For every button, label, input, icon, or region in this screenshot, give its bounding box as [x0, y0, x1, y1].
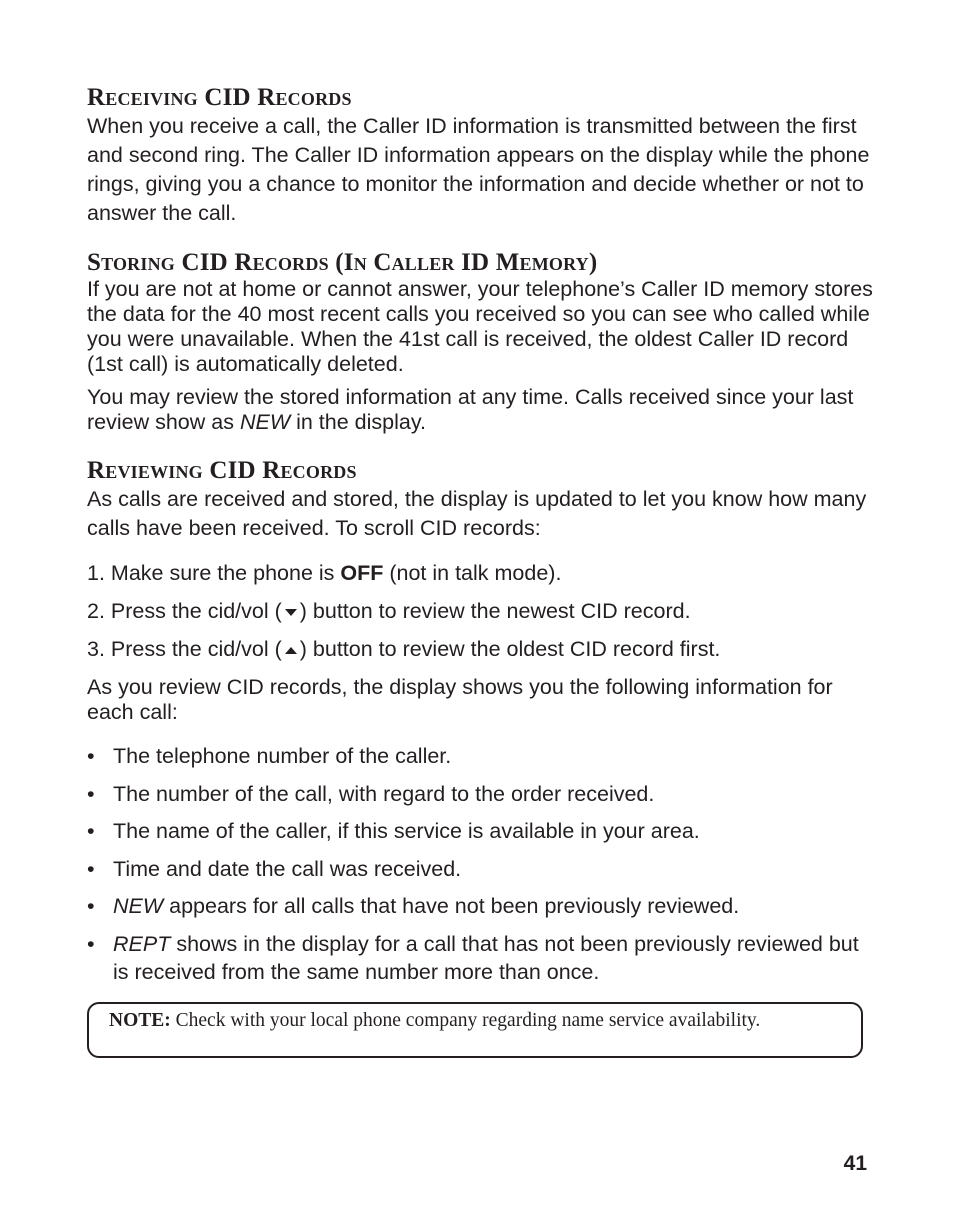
step-1 — [87, 561, 877, 586]
receiving-body: When you receive a call, the Caller ID information is transmitted between the first and second ring. The Caller ID information appears on the display while the phone rings, giving you a chance to monitor the information and decide whether or not to answer the call. — [87, 114, 870, 225]
step-1-end: (not in talk mode). — [383, 561, 562, 585]
display-info-intro: As you review CID records, the display shows you the following information for each call: — [87, 675, 833, 724]
reviewing-intro: As calls are received and stored, the display is updated to let you know how many calls have been received. To scroll CID records: — [87, 487, 867, 540]
bullet-text: The name of the caller, if this service is available in your area. — [113, 819, 700, 843]
storing-para-1: If you are not at home or cannot answer, your telephone’s Caller ID memory stores the data for the 40 most recent calls you received so you can see who called while you were unavailable. When the 41st call is received, the oldest Caller ID record (1st call) is automatically deleted. — [87, 277, 873, 376]
bullet-text: shows in the display for a call that has not been previously reviewed but is received from the same number more than once. — [113, 931, 859, 984]
step-2-end: ) button to review the newest CID record. — [299, 599, 691, 623]
step-2-text: 2. Press the cid/vol ( — [87, 599, 282, 623]
section-receiving — [87, 84, 877, 228]
bullet-text: appears for all calls that have not been previously reviewed. — [163, 894, 740, 918]
step-1-text: 1. Make sure the phone is — [87, 561, 341, 585]
bullet-item — [87, 817, 877, 845]
bullet-icon: • — [87, 894, 95, 918]
up-arrow-icon — [285, 647, 297, 654]
heading-reviewing-cid-records: Reviewing CID Records — [87, 457, 357, 484]
bullet-icon: • — [87, 931, 95, 956]
bullet-icon: • — [87, 819, 95, 843]
page-content — [87, 84, 877, 995]
bullet-icon: • — [87, 781, 95, 806]
bullet-item — [87, 742, 877, 770]
bullet-icon: • — [87, 856, 95, 881]
heading-storing-cid-records: Storing CID Records (In Caller ID Memory) — [87, 249, 598, 276]
storing-para-2-text: You may review the stored information at any time. Calls received since your last review show as — [87, 385, 854, 434]
storing-para-2 — [87, 385, 877, 435]
storing-para-2-end: in the display. — [290, 410, 426, 434]
new-term: NEW — [113, 894, 164, 918]
off-term: OFF — [340, 561, 384, 585]
step-3 — [87, 637, 877, 662]
info-bullet-list — [87, 742, 877, 986]
bullet-item — [87, 780, 877, 808]
down-arrow-icon — [285, 609, 297, 616]
bullet-item — [87, 855, 877, 883]
note-label: NOTE: — [109, 1010, 171, 1031]
section-storing — [87, 249, 877, 435]
step-3-text: 3. Press the cid/vol ( — [87, 637, 282, 661]
note-text: Check with your local phone company regarding name service availability. — [170, 1010, 761, 1031]
step-3-end: ) button to review the oldest CID record first. — [299, 637, 721, 661]
bullet-text: The number of the call, with regard to the order received. — [113, 781, 655, 806]
steps-list — [87, 561, 877, 662]
bullet-text: Time and date the call was received. — [113, 856, 462, 881]
section-reviewing — [87, 457, 877, 986]
bullet-text: The telephone number of the caller. — [113, 744, 452, 768]
note-box — [87, 1002, 863, 1058]
new-term: NEW — [239, 410, 291, 434]
bullet-icon: • — [87, 744, 95, 768]
page-number: 41 — [843, 1152, 867, 1175]
bullet-item — [87, 892, 877, 920]
rept-term: REPT — [113, 931, 171, 956]
bullet-item — [87, 930, 877, 986]
heading-receiving-cid-records: Receiving CID Records — [87, 84, 352, 111]
step-2 — [87, 599, 877, 624]
